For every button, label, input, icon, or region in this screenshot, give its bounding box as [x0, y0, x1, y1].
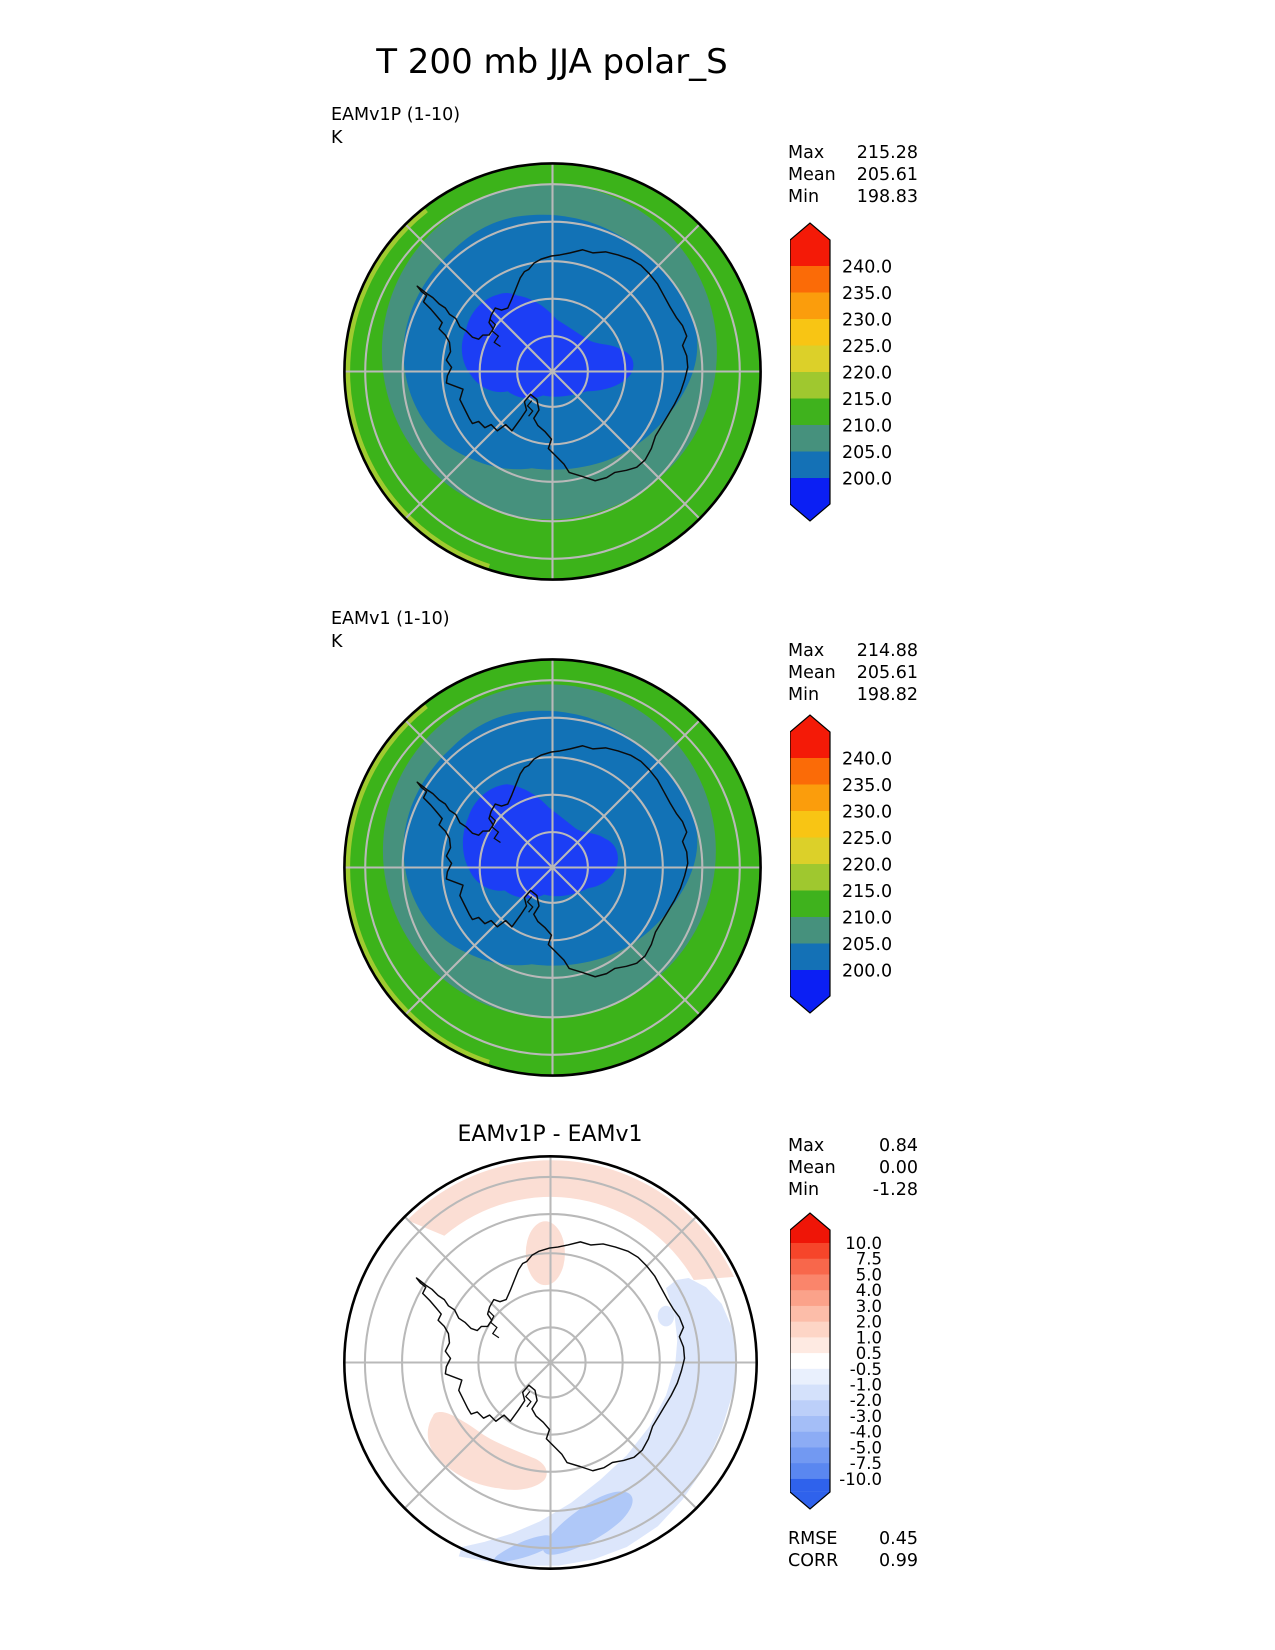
- colorbar-tick-label: -4.0: [849, 1422, 882, 1442]
- colorbar-segment: [790, 811, 830, 838]
- colorbar-ext-low: [790, 478, 830, 504]
- colorbar-segment: [790, 1463, 830, 1479]
- colorbar-segment: [790, 864, 830, 891]
- colorbar-ext-high: [790, 732, 830, 758]
- corr-label: CORR: [788, 1551, 839, 1571]
- stat-label: Mean: [788, 1158, 836, 1178]
- colorbar-tick-label: 240.0: [842, 257, 893, 278]
- colorbar-tick-label: 5.0: [855, 1265, 882, 1285]
- colorbar-tick-label: 240.0: [842, 749, 893, 770]
- colorbar-segment: [790, 1432, 830, 1448]
- colorbar-tick-label: -2.0: [849, 1391, 882, 1411]
- colorbar-tick-label: 205.0: [842, 934, 893, 955]
- stat-label: Mean: [788, 663, 836, 683]
- colorbar-tick-label: 200.0: [842, 961, 893, 982]
- colorbar-segment: [790, 346, 830, 373]
- colorbar-tick-label: 215.0: [842, 389, 893, 410]
- stat-label: Min: [788, 685, 820, 705]
- panel2-stats: [788, 640, 918, 706]
- map-diff: [334, 1146, 767, 1579]
- stat-value: 205.61: [856, 165, 918, 185]
- colorbar-tick-label: 220.0: [842, 363, 893, 384]
- colorbar-segment: [790, 266, 830, 293]
- colorbar-segment: [790, 1416, 830, 1432]
- colorbar-arrow-high: [790, 223, 830, 240]
- stat-label: Max: [788, 641, 825, 661]
- panel2-name: EAMv1 (1-10): [331, 609, 450, 629]
- colorbar-svg: [790, 714, 960, 1016]
- colorbar-segment: [790, 452, 830, 479]
- colorbar-segment: [790, 1274, 830, 1290]
- colorbar-segment: [790, 1306, 830, 1322]
- colorbar-segment: [790, 372, 830, 399]
- colorbar-tick-label: 225.0: [842, 828, 893, 849]
- colorbar-tick-label: 230.0: [842, 310, 893, 331]
- colorbar-tick-label: -5.0: [849, 1438, 882, 1458]
- colorbar-segment: [790, 1385, 830, 1401]
- stat-label: Max: [788, 143, 825, 163]
- stat-value: 198.82: [856, 685, 918, 705]
- colorbar-arrow-high: [790, 715, 830, 732]
- colorbar-tick-label: -7.5: [849, 1454, 882, 1474]
- colorbar-ext-high: [790, 1230, 830, 1243]
- colorbar-segment: [790, 399, 830, 426]
- panel3-stats: [788, 1135, 918, 1201]
- graticule: [344, 163, 760, 579]
- colorbar-tick-label: 10.0: [845, 1233, 882, 1253]
- map-eamv1: [334, 649, 771, 1086]
- colorbar-tick-label: -10.0: [839, 1469, 882, 1489]
- colorbar-segment: [790, 891, 830, 918]
- colorbar-segment: [790, 758, 830, 785]
- corr-value: 0.99: [879, 1551, 918, 1571]
- graticule: [344, 659, 760, 1075]
- stat-value: 214.88: [856, 641, 918, 661]
- stat-label: Min: [788, 187, 820, 207]
- diff-blue-spot: [658, 1306, 674, 1327]
- colorbar-ext-high: [790, 240, 830, 266]
- diff-colorbar: [790, 1212, 960, 1516]
- colorbar-segment: [790, 319, 830, 346]
- colorbar-tick-label: -0.5: [849, 1359, 882, 1379]
- colorbar-tick-label: -1.0: [849, 1375, 882, 1395]
- colorbar-segment: [790, 293, 830, 320]
- colorbar-tick-label: 235.0: [842, 775, 893, 796]
- colorbar-tick-label: -3.0: [849, 1406, 882, 1426]
- colorbar-segment: [790, 838, 830, 865]
- panel2-label: [331, 608, 450, 654]
- colorbar-segment: [790, 1353, 830, 1369]
- colorbar-segment: [790, 1259, 830, 1275]
- panel2-units: K: [331, 632, 343, 652]
- stat-label: Mean: [788, 165, 836, 185]
- metrics-block: [788, 1528, 918, 1572]
- colorbar-tick-label: 225.0: [842, 336, 893, 357]
- panel1-units: K: [331, 128, 343, 148]
- stat-value: 198.83: [856, 187, 918, 207]
- stat-label: Min: [788, 1180, 820, 1200]
- colorbar-arrow-low: [790, 996, 830, 1013]
- rmse-value: 0.45: [879, 1529, 918, 1549]
- colorbar-tick-label: 235.0: [842, 283, 893, 304]
- colorbar-tick-label: 1.0: [855, 1328, 882, 1348]
- colorbar-segment: [790, 1290, 830, 1306]
- colorbar-tick-label: 205.0: [842, 442, 893, 463]
- panel1-name: EAMv1P (1-10): [331, 105, 461, 125]
- colorbar-svg: [790, 1212, 960, 1512]
- stat-value: 205.61: [856, 663, 918, 683]
- colorbar-segment: [790, 1369, 830, 1385]
- colorbar-segment: [790, 425, 830, 452]
- panel1-label: [331, 104, 460, 150]
- colorbar-tick-label: 220.0: [842, 855, 893, 876]
- colorbar-segment: [790, 1243, 830, 1259]
- colorbar-ext-low: [790, 1479, 830, 1492]
- stat-value: 0.00: [879, 1158, 918, 1178]
- colorbar-tick-label: 2.0: [855, 1312, 882, 1332]
- panel3-title: EAMv1P - EAMv1: [457, 1122, 643, 1147]
- stat-value: 0.84: [879, 1136, 918, 1156]
- colorbar-tick-label: 7.5: [855, 1249, 882, 1269]
- colorbar-tick-label: 200.0: [842, 469, 893, 490]
- colorbar-ext-low: [790, 970, 830, 996]
- stat-value: 215.28: [856, 143, 918, 163]
- colorbar-segment: [790, 785, 830, 812]
- colorbar-segment: [790, 917, 830, 944]
- colorbar-tick-label: 230.0: [842, 802, 893, 823]
- colorbar-segment: [790, 1447, 830, 1463]
- colorbar-segment: [790, 944, 830, 971]
- temp-colorbar-2: [790, 714, 960, 1020]
- stat-value: -1.28: [872, 1180, 918, 1200]
- temp-colorbar-1: [790, 222, 960, 528]
- colorbar-svg: [790, 222, 960, 524]
- map-eamv1p: [334, 153, 771, 590]
- colorbar-segment: [790, 1322, 830, 1338]
- colorbar-segment: [790, 1337, 830, 1353]
- colorbar-arrow-low: [790, 1492, 830, 1509]
- graticule: [344, 1156, 756, 1568]
- colorbar-tick-label: 3.0: [855, 1296, 882, 1316]
- colorbar-tick-label: 210.0: [842, 908, 893, 929]
- colorbar-tick-label: 0.5: [855, 1344, 882, 1364]
- stat-label: Max: [788, 1136, 825, 1156]
- colorbar-arrow-low: [790, 504, 830, 521]
- panel1-stats: [788, 142, 918, 208]
- colorbar-arrow-high: [790, 1213, 830, 1230]
- rmse-label: RMSE: [788, 1529, 838, 1549]
- colorbar-tick-label: 4.0: [855, 1281, 882, 1301]
- colorbar-segment: [790, 1400, 830, 1416]
- colorbar-tick-label: 210.0: [842, 416, 893, 437]
- colorbar-tick-label: 215.0: [842, 881, 893, 902]
- figure-title: T 200 mb JJA polar_S: [376, 42, 728, 82]
